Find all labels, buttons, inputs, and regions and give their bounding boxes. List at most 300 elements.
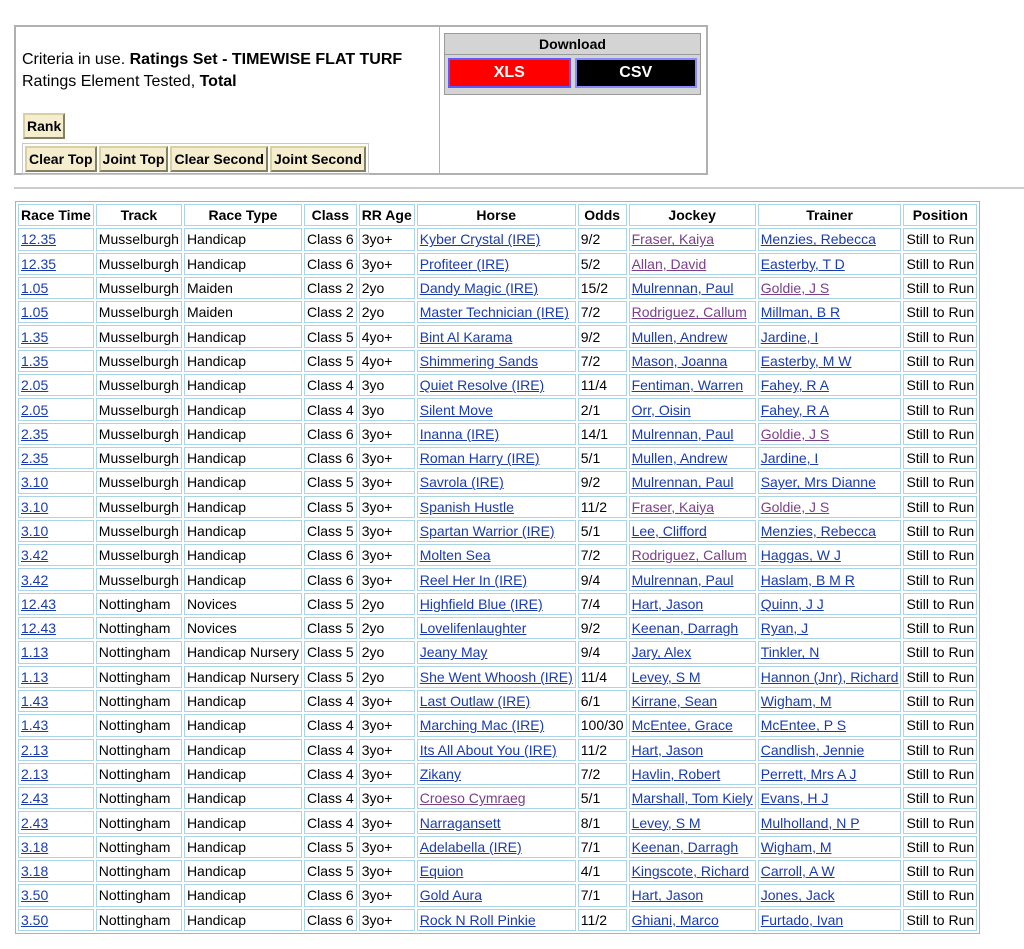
trainer-cell xyxy=(758,228,902,250)
race-type-cell: Novices xyxy=(184,593,302,615)
jockey-link[interactable]: Keenan, Darragh xyxy=(631,620,739,637)
trainer-link[interactable]: Fahey, R A xyxy=(760,377,829,394)
trainer-cell xyxy=(758,471,902,493)
jockey-link[interactable]: Mulrennan, Paul xyxy=(631,280,734,297)
filter-button-group xyxy=(22,143,369,175)
jockey-cell xyxy=(629,423,756,445)
age-cell: 2yo xyxy=(359,617,415,639)
trainer-cell xyxy=(758,787,902,809)
table-row xyxy=(18,253,977,275)
trainer-link[interactable]: Wigham, M xyxy=(760,693,832,710)
horse-cell xyxy=(417,836,576,858)
race-type-cell: Handicap xyxy=(184,471,302,493)
race-time-link[interactable]: 3.42 xyxy=(21,571,49,588)
race-time-cell xyxy=(18,447,94,469)
trainer-link[interactable]: Jardine, I xyxy=(760,450,819,467)
trainer-link[interactable]: Candlish, Jennie xyxy=(760,741,865,758)
trainer-cell xyxy=(758,301,902,323)
race-time-link[interactable]: 1.35 xyxy=(21,352,49,369)
horse-link[interactable]: Adelabella (IRE) xyxy=(419,838,522,855)
horse-cell xyxy=(417,277,576,299)
race-type-cell: Handicap xyxy=(184,690,302,712)
position-cell: Still to Run xyxy=(903,398,977,420)
trainer-link[interactable]: Menzies, Rebecca xyxy=(760,231,876,248)
horse-cell xyxy=(417,447,576,469)
trainer-link[interactable]: Jardine, I xyxy=(760,328,819,345)
class-cell: Class 6 xyxy=(304,544,357,566)
age-cell: 2yo xyxy=(359,593,415,615)
race-time-link[interactable]: 1.43 xyxy=(21,693,49,710)
race-time-cell xyxy=(18,471,94,493)
trainer-link[interactable]: Quinn, J J xyxy=(760,595,824,612)
joint-second-button[interactable]: Joint Second xyxy=(270,146,366,172)
trainer-cell xyxy=(758,860,902,882)
column-header-jockey: Jockey xyxy=(629,204,756,226)
race-time-link[interactable]: 3.18 xyxy=(21,838,49,855)
horse-link[interactable]: Spanish Hustle xyxy=(419,498,514,515)
odds-cell: 11/4 xyxy=(578,374,627,396)
trainer-cell xyxy=(758,739,902,761)
horse-link[interactable]: Marching Mac (IRE) xyxy=(419,717,545,734)
horse-cell xyxy=(417,909,576,931)
trainer-link[interactable]: Hannon (Jnr), Richard xyxy=(760,668,899,685)
race-time-link[interactable]: 1.43 xyxy=(21,717,49,734)
jockey-link[interactable]: Havlin, Robert xyxy=(631,765,721,782)
track-cell: Musselburgh xyxy=(96,423,182,445)
jockey-cell xyxy=(629,860,756,882)
horse-link[interactable]: Kyber Crystal (IRE) xyxy=(419,231,541,248)
trainer-link[interactable]: Ryan, J xyxy=(760,620,809,637)
rank-button[interactable]: Rank xyxy=(23,113,65,139)
xls-download-button[interactable]: XLS xyxy=(448,58,571,88)
jockey-link[interactable]: Mulrennan, Paul xyxy=(631,571,734,588)
jockey-cell xyxy=(629,496,756,518)
age-cell: 3yo+ xyxy=(359,423,415,445)
track-cell: Nottingham xyxy=(96,836,182,858)
jockey-link[interactable]: Rodriguez, Callum xyxy=(631,547,747,564)
track-cell: Nottingham xyxy=(96,811,182,833)
horse-link[interactable]: Roman Harry (IRE) xyxy=(419,450,540,467)
race-time-link[interactable]: 1.05 xyxy=(21,304,49,321)
horse-link[interactable]: Shimmering Sands xyxy=(419,352,539,369)
jockey-link[interactable]: Hart, Jason xyxy=(631,595,704,612)
track-cell: Nottingham xyxy=(96,714,182,736)
column-header-track: Track xyxy=(96,204,182,226)
horse-link[interactable]: Bint Al Karama xyxy=(419,328,513,345)
trainer-link[interactable]: Easterby, T D xyxy=(760,255,845,272)
trainer-cell xyxy=(758,253,902,275)
race-time-cell xyxy=(18,617,94,639)
column-header-odds: Odds xyxy=(578,204,627,226)
horse-link[interactable]: Silent Move xyxy=(419,401,493,418)
class-cell: Class 5 xyxy=(304,617,357,639)
jockey-link[interactable]: Jary, Alex xyxy=(631,644,692,661)
class-cell: Class 5 xyxy=(304,496,357,518)
class-cell: Class 4 xyxy=(304,787,357,809)
jockey-link[interactable]: Fraser, Kaiya xyxy=(631,498,715,515)
position-cell: Still to Run xyxy=(903,447,977,469)
jockey-cell xyxy=(629,641,756,663)
table-row xyxy=(18,423,977,445)
position-cell: Still to Run xyxy=(903,617,977,639)
race-time-link[interactable]: 3.10 xyxy=(21,498,49,515)
class-cell: Class 6 xyxy=(304,884,357,906)
jockey-link[interactable]: Marshall, Tom Kiely xyxy=(631,790,753,807)
trainer-link[interactable]: Menzies, Rebecca xyxy=(760,523,876,539)
race-type-cell: Handicap xyxy=(184,568,302,590)
class-cell: Class 4 xyxy=(304,811,357,833)
race-time-link[interactable]: 2.05 xyxy=(21,401,49,418)
jockey-link[interactable]: Mullen, Andrew xyxy=(631,450,728,467)
position-cell: Still to Run xyxy=(903,787,977,809)
horse-link[interactable]: Savrola (IRE) xyxy=(419,474,504,491)
horse-link[interactable]: Its All About You (IRE) xyxy=(419,741,557,758)
race-time-cell xyxy=(18,690,94,712)
position-cell: Still to Run xyxy=(903,520,977,542)
trainer-link[interactable]: Mulholland, N P xyxy=(760,814,860,831)
age-cell: 2yo xyxy=(359,641,415,663)
track-cell: Musselburgh xyxy=(96,277,182,299)
horse-link[interactable]: Molten Sea xyxy=(419,547,491,564)
race-time-link[interactable]: 3.18 xyxy=(21,863,49,880)
table-row xyxy=(18,228,977,250)
odds-cell: 14/1 xyxy=(578,423,627,445)
download-panel xyxy=(444,33,701,95)
race-time-link[interactable]: 1.13 xyxy=(21,668,49,685)
age-cell: 3yo+ xyxy=(359,520,415,542)
trainer-link[interactable]: Haslam, B M R xyxy=(760,571,855,588)
table-row xyxy=(18,860,977,882)
jockey-cell xyxy=(629,763,756,785)
joint-top-button[interactable]: Joint Top xyxy=(99,146,169,172)
race-type-cell: Handicap Nursery xyxy=(184,641,302,663)
race-time-link[interactable]: 3.10 xyxy=(21,474,49,491)
trainer-link[interactable]: Wigham, M xyxy=(760,838,832,855)
age-cell: 3yo+ xyxy=(359,836,415,858)
race-time-link[interactable]: 12.35 xyxy=(21,255,57,272)
age-cell: 3yo+ xyxy=(359,568,415,590)
race-time-link[interactable]: 2.05 xyxy=(21,377,49,394)
race-time-link[interactable]: 2.43 xyxy=(21,790,49,807)
element-label: Ratings Element Tested, xyxy=(22,73,196,90)
trainer-cell xyxy=(758,617,902,639)
race-time-link[interactable]: 2.35 xyxy=(21,425,49,442)
jockey-cell xyxy=(629,398,756,420)
track-cell: Nottingham xyxy=(96,593,182,615)
horse-link[interactable]: Gold Aura xyxy=(419,887,482,904)
race-type-cell: Handicap xyxy=(184,253,302,275)
trainer-link[interactable]: Carroll, A W xyxy=(760,863,835,880)
age-cell: 2yo xyxy=(359,666,415,688)
race-time-link[interactable]: 1.05 xyxy=(21,280,49,297)
horse-link[interactable]: She Went Whoosh (IRE) xyxy=(419,668,573,685)
jockey-link[interactable]: Kingscote, Richard xyxy=(631,863,750,880)
trainer-cell xyxy=(758,884,902,906)
jockey-link[interactable]: Mulrennan, Paul xyxy=(631,474,734,491)
jockey-link[interactable]: Allan, David xyxy=(631,255,707,272)
jockey-cell xyxy=(629,593,756,615)
race-time-link[interactable]: 3.50 xyxy=(21,887,49,904)
horse-cell xyxy=(417,544,576,566)
age-cell: 3yo+ xyxy=(359,471,415,493)
race-type-cell: Handicap xyxy=(184,763,302,785)
race-type-cell: Handicap xyxy=(184,811,302,833)
track-cell: Nottingham xyxy=(96,666,182,688)
age-cell: 3yo+ xyxy=(359,447,415,469)
table-row xyxy=(18,593,977,615)
race-type-cell: Handicap xyxy=(184,398,302,420)
trainer-link[interactable]: Goldie, J S xyxy=(760,280,830,297)
table-row xyxy=(18,811,977,833)
jockey-cell xyxy=(629,374,756,396)
class-cell: Class 6 xyxy=(304,909,357,931)
class-cell: Class 5 xyxy=(304,471,357,493)
jockey-link[interactable]: Levey, S M xyxy=(631,814,701,831)
horse-link[interactable]: Profiteer (IRE) xyxy=(419,255,510,272)
jockey-link[interactable]: Mulrennan, Paul xyxy=(631,425,734,442)
trainer-link[interactable]: Millman, B R xyxy=(760,304,841,321)
horse-link[interactable]: Narragansett xyxy=(419,814,501,831)
horse-cell xyxy=(417,301,576,323)
table-row xyxy=(18,568,977,590)
jockey-link[interactable]: Rodriguez, Callum xyxy=(631,304,747,321)
horse-link[interactable]: Inanna (IRE) xyxy=(419,425,500,442)
jockey-link[interactable]: Hart, Jason xyxy=(631,887,704,904)
horse-cell xyxy=(417,471,576,493)
race-type-cell: Handicap xyxy=(184,909,302,931)
race-time-link[interactable]: 2.35 xyxy=(21,450,49,467)
horse-cell xyxy=(417,423,576,445)
download-title: Download xyxy=(445,34,700,55)
column-header-race-type: Race Type xyxy=(184,204,302,226)
trainer-link[interactable]: Fahey, R A xyxy=(760,401,829,418)
race-time-link[interactable]: 12.43 xyxy=(21,595,57,612)
horse-link[interactable]: Jeany May xyxy=(419,644,488,661)
race-type-cell: Handicap xyxy=(184,496,302,518)
jockey-cell xyxy=(629,277,756,299)
class-cell: Class 4 xyxy=(304,690,357,712)
position-cell: Still to Run xyxy=(903,714,977,736)
trainer-cell xyxy=(758,763,902,785)
race-time-link[interactable]: 3.50 xyxy=(21,911,49,928)
horse-link[interactable]: Equion xyxy=(419,863,464,880)
age-cell: 4yo+ xyxy=(359,325,415,347)
clear-top-button[interactable]: Clear Top xyxy=(25,146,97,172)
race-time-link[interactable]: 12.43 xyxy=(21,620,57,637)
age-cell: 3yo+ xyxy=(359,909,415,931)
odds-cell: 7/1 xyxy=(578,884,627,906)
age-cell: 3yo+ xyxy=(359,739,415,761)
class-cell: Class 6 xyxy=(304,253,357,275)
csv-download-button[interactable]: CSV xyxy=(575,58,698,88)
trainer-link[interactable]: Jones, Jack xyxy=(760,887,835,904)
odds-cell: 11/2 xyxy=(578,496,627,518)
class-cell: Class 4 xyxy=(304,763,357,785)
table-row xyxy=(18,836,977,858)
odds-cell: 9/2 xyxy=(578,617,627,639)
trainer-cell xyxy=(758,398,902,420)
table-row xyxy=(18,617,977,639)
race-time-link[interactable]: 3.42 xyxy=(21,547,49,564)
trainer-link[interactable]: Goldie, J S xyxy=(760,425,830,442)
jockey-cell xyxy=(629,447,756,469)
race-type-cell: Handicap xyxy=(184,423,302,445)
table-row xyxy=(18,690,977,712)
class-cell: Class 5 xyxy=(304,860,357,882)
race-time-link[interactable]: 2.43 xyxy=(21,814,49,831)
trainer-cell xyxy=(758,277,902,299)
trainer-cell xyxy=(758,544,902,566)
horse-cell xyxy=(417,763,576,785)
jockey-cell xyxy=(629,739,756,761)
age-cell: 3yo+ xyxy=(359,787,415,809)
horse-cell xyxy=(417,811,576,833)
race-time-link[interactable]: 12.35 xyxy=(21,231,57,248)
class-cell: Class 5 xyxy=(304,350,357,372)
odds-cell: 7/1 xyxy=(578,836,627,858)
table-row xyxy=(18,496,977,518)
jockey-link[interactable]: Hart, Jason xyxy=(631,741,704,758)
trainer-link[interactable]: Furtado, Ivan xyxy=(760,911,844,928)
trainer-cell xyxy=(758,520,902,542)
horse-cell xyxy=(417,520,576,542)
horse-cell xyxy=(417,617,576,639)
trainer-cell xyxy=(758,350,902,372)
track-cell: Musselburgh xyxy=(96,374,182,396)
jockey-link[interactable]: Fraser, Kaiya xyxy=(631,231,715,248)
table-row xyxy=(18,374,977,396)
race-type-cell: Handicap xyxy=(184,325,302,347)
trainer-link[interactable]: Sayer, Mrs Dianne xyxy=(760,474,876,491)
race-time-link[interactable]: 1.13 xyxy=(21,644,49,661)
odds-cell: 15/2 xyxy=(578,277,627,299)
odds-cell: 5/1 xyxy=(578,520,627,542)
odds-cell: 2/1 xyxy=(578,398,627,420)
trainer-link[interactable]: Perrett, Mrs A J xyxy=(760,765,857,782)
clear-second-button[interactable]: Clear Second xyxy=(170,146,267,172)
age-cell: 2yo xyxy=(359,277,415,299)
horse-link[interactable]: Reel Her In (IRE) xyxy=(419,571,528,588)
horse-link[interactable]: Last Outlaw (IRE) xyxy=(419,693,531,710)
position-cell: Still to Run xyxy=(903,836,977,858)
trainer-cell xyxy=(758,325,902,347)
race-type-cell: Handicap Nursery xyxy=(184,666,302,688)
horse-link[interactable]: Lovelifenlaughter xyxy=(419,620,527,637)
jockey-link[interactable]: Keenan, Darragh xyxy=(631,838,739,855)
jockey-link[interactable]: Lee, Clifford xyxy=(631,523,707,539)
race-time-link[interactable]: 2.13 xyxy=(21,765,49,782)
race-time-cell xyxy=(18,544,94,566)
column-header-race-time: Race Time xyxy=(18,204,94,226)
horse-cell xyxy=(417,714,576,736)
jockey-cell xyxy=(629,228,756,250)
race-time-link[interactable]: 3.10 xyxy=(21,523,49,539)
column-header-trainer: Trainer xyxy=(758,204,902,226)
race-time-cell xyxy=(18,398,94,420)
race-time-link[interactable]: 1.35 xyxy=(21,328,49,345)
age-cell: 3yo+ xyxy=(359,860,415,882)
odds-cell: 9/2 xyxy=(578,325,627,347)
table-row xyxy=(18,714,977,736)
horse-link[interactable]: Croeso Cymraeg xyxy=(419,790,526,807)
trainer-link[interactable]: Tinkler, N xyxy=(760,644,820,661)
age-cell: 3yo+ xyxy=(359,811,415,833)
jockey-link[interactable]: Fentiman, Warren xyxy=(631,377,744,394)
jockey-link[interactable]: Mason, Joanna xyxy=(631,352,728,369)
jockey-cell xyxy=(629,714,756,736)
race-type-cell: Handicap xyxy=(184,787,302,809)
class-cell: Class 5 xyxy=(304,836,357,858)
horse-link[interactable]: Master Technician (IRE) xyxy=(419,304,569,321)
table-row xyxy=(18,325,977,347)
horse-cell xyxy=(417,739,576,761)
horse-link[interactable]: Quiet Resolve (IRE) xyxy=(419,377,545,394)
position-cell: Still to Run xyxy=(903,228,977,250)
trainer-link[interactable]: Easterby, M W xyxy=(760,352,852,369)
position-cell: Still to Run xyxy=(903,884,977,906)
jockey-cell xyxy=(629,787,756,809)
track-cell: Musselburgh xyxy=(96,544,182,566)
results-table xyxy=(15,201,980,934)
jockey-link[interactable]: Orr, Oisin xyxy=(631,401,691,418)
horse-cell xyxy=(417,228,576,250)
trainer-link[interactable]: Haggas, W J xyxy=(760,547,841,564)
table-row xyxy=(18,471,977,493)
race-time-link[interactable]: 2.13 xyxy=(21,741,49,758)
horse-cell xyxy=(417,690,576,712)
horse-cell xyxy=(417,860,576,882)
odds-cell: 5/2 xyxy=(578,253,627,275)
horse-cell xyxy=(417,593,576,615)
jockey-link[interactable]: Kirrane, Sean xyxy=(631,693,718,710)
race-type-cell: Handicap xyxy=(184,544,302,566)
odds-cell: 100/30 xyxy=(578,714,627,736)
jockey-link[interactable]: Mullen, Andrew xyxy=(631,328,728,345)
race-time-cell xyxy=(18,641,94,663)
race-time-cell xyxy=(18,374,94,396)
trainer-link[interactable]: Goldie, J S xyxy=(760,498,830,515)
jockey-link[interactable]: Levey, S M xyxy=(631,668,701,685)
horse-link[interactable]: Dandy Magic (IRE) xyxy=(419,280,538,297)
position-cell: Still to Run xyxy=(903,277,977,299)
class-cell: Class 4 xyxy=(304,374,357,396)
horse-link[interactable]: Highfield Blue (IRE) xyxy=(419,595,543,612)
horse-cell xyxy=(417,884,576,906)
race-type-cell: Handicap xyxy=(184,350,302,372)
horse-link[interactable]: Rock N Roll Pinkie xyxy=(419,911,536,928)
trainer-link[interactable]: McEntee, P S xyxy=(760,717,847,734)
horse-link[interactable]: Spartan Warrior (IRE) xyxy=(419,523,555,539)
odds-cell: 9/2 xyxy=(578,471,627,493)
position-cell: Still to Run xyxy=(903,253,977,275)
table-row xyxy=(18,544,977,566)
horse-cell xyxy=(417,253,576,275)
race-time-cell xyxy=(18,714,94,736)
position-cell: Still to Run xyxy=(903,496,977,518)
race-time-cell xyxy=(18,496,94,518)
table-row xyxy=(18,301,977,323)
horse-link[interactable]: Zikany xyxy=(419,765,461,782)
jockey-link[interactable]: McEntee, Grace xyxy=(631,717,733,734)
class-cell: Class 6 xyxy=(304,568,357,590)
jockey-link[interactable]: Ghiani, Marco xyxy=(631,911,719,928)
trainer-link[interactable]: Evans, H J xyxy=(760,790,829,807)
jockey-cell xyxy=(629,811,756,833)
age-cell: 3yo+ xyxy=(359,496,415,518)
track-cell: Musselburgh xyxy=(96,471,182,493)
race-time-cell xyxy=(18,350,94,372)
race-time-cell xyxy=(18,666,94,688)
